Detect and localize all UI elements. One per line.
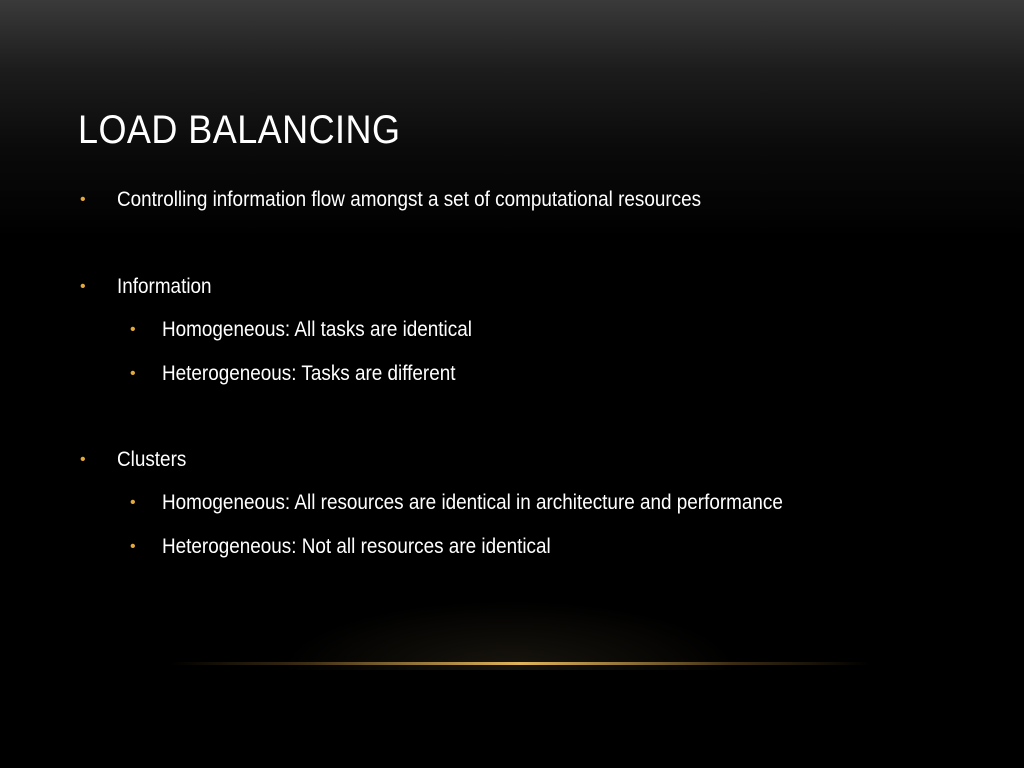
slide-title: LOAD BALANCING bbox=[78, 108, 401, 152]
bullet-dot-icon: • bbox=[80, 278, 86, 295]
bullet-dot-icon: • bbox=[130, 365, 136, 382]
bullet-text: Information bbox=[117, 275, 212, 298]
bullet-text: Controlling information flow amongst a set of computational resources bbox=[117, 188, 702, 211]
bullet-text: Clusters bbox=[117, 448, 187, 471]
sub-bullet-text: Heterogeneous: Tasks are different bbox=[162, 362, 456, 385]
sub-bullet-text: Heterogeneous: Not all resources are identical bbox=[162, 535, 551, 558]
bullet-dot-icon: • bbox=[130, 494, 136, 511]
bullet-dot-icon: • bbox=[80, 451, 86, 468]
bullet-dot-icon: • bbox=[130, 538, 136, 555]
bullet-dot-icon: • bbox=[130, 321, 136, 338]
sub-bullet-text: Homogeneous: All tasks are identical bbox=[162, 318, 472, 341]
decorative-gold-rule bbox=[170, 662, 870, 665]
sub-bullet-text: Homogeneous: All resources are identical in architecture and performance bbox=[162, 491, 783, 514]
decorative-glow bbox=[280, 600, 740, 670]
bullet-dot-icon: • bbox=[80, 191, 86, 208]
